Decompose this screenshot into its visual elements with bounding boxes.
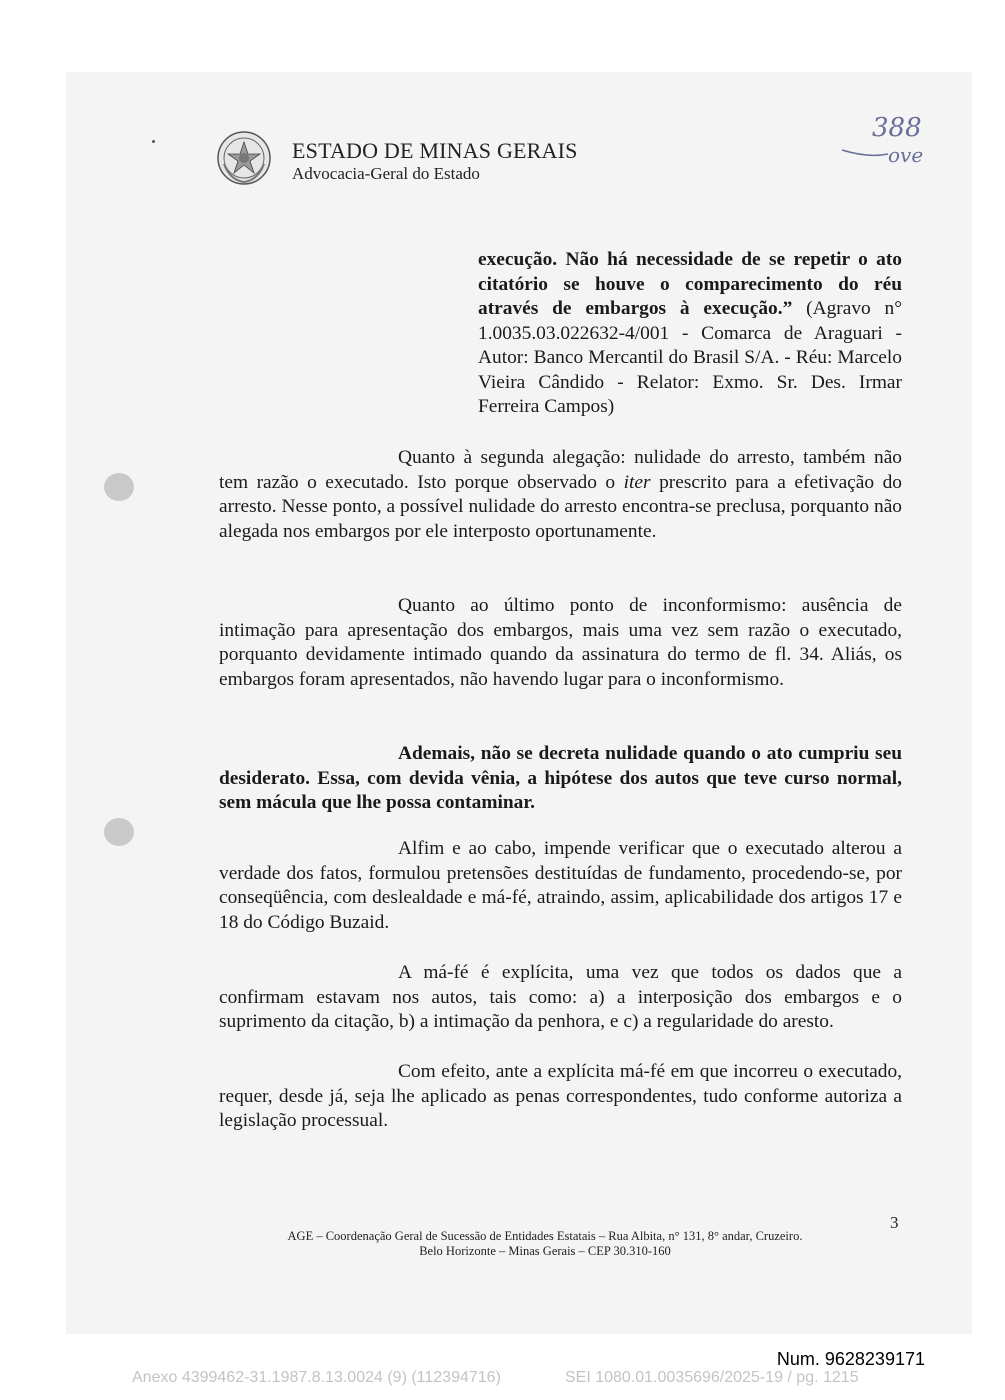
paragraph-5: A má-fé é explícita, uma vez que todos os dados que a confirmam estavam nos autos, tais como: a) a interposição dos embargos e o suprimento da citação, b) a intimação da penhora, e c) a regularidade do aresto. [219, 962, 902, 1032]
header-title: ESTADO DE MINAS GERAIS [292, 138, 578, 163]
paragraph-1-text-a: Quanto à segunda alegação: nulidade do arresto, também não tem razão o executado. Isto porque observado o [219, 447, 902, 493]
scan-speck [152, 140, 155, 143]
punch-hole-bottom [104, 818, 134, 846]
state-seal-icon [216, 130, 272, 186]
paragraph-1-italic: iter [623, 471, 651, 493]
punch-hole-top [104, 473, 134, 501]
paragraph-1 [219, 446, 902, 544]
annex-reference: Anexo 4399462-31.1987.8.13.0024 (9) (112394716) [132, 1369, 501, 1386]
header-subtitle: Advocacia-Geral do Estado [292, 164, 480, 183]
svg-text:388: 388 [872, 113, 922, 143]
quote-bold-text: execução. Não há necessidade de se repetir o ato citatório se houve o comparecimento do réu através de embargos à execução.” [478, 249, 902, 319]
quote-block [478, 248, 902, 420]
page-number: 3 [890, 1213, 899, 1232]
quote-citation: (Agravo n° 1.0035.03.022632-4/001 - Comarca de Araguari - Autor: Banco Mercantil do Brasil S/A. - Réu: Marcelo Vieira Cândido - Relator: Exmo. Sr. Des. Irmar Ferreira Campos) [478, 298, 902, 417]
handwritten-page-annotation [838, 108, 963, 170]
svg-text:ove: ove [888, 143, 924, 167]
sei-page-reference: SEI 1080.01.0035696/2025-19 / pg. 1215 [565, 1369, 859, 1386]
footer-address-line-1: AGE – Coordenação Geral de Sucessão de Entidades Estatais – Rua Albita, n° 131, 8° andar, Cruzeiro. [287, 1229, 803, 1243]
document-number-stamp: Num. 9628239171 [776, 1349, 925, 1369]
paragraph-1-text-b: prescrito para a efetivação do arresto. Nesse ponto, a possível nulidade do arresto encontra-se preclusa, porquanto não alegada nos embargos por ele interposto oportunamente. [219, 471, 902, 542]
paragraph-3-bold: Ademais, não se decreta nulidade quando o ato cumpriu seu desiderato. Essa, com devida vênia, a hipótese dos autos que teve curso normal, sem mácula que lhe possa contaminar. [219, 743, 902, 813]
footer-address-line-2: Belo Horizonte – Minas Gerais – CEP 30.310-160 [419, 1244, 671, 1258]
paragraph-6: Com efeito, ante a explícita má-fé em que incorreu o executado, requer, desde já, seja lhe aplicado as penas correspondentes, tudo conforme autoriza a legislação processual. [219, 1061, 902, 1131]
paragraph-2: Quanto ao último ponto de inconformismo: ausência de intimação para apresentação dos embargos, mais uma vez sem razão o executado, porquanto devidamente intimado quando da assinatura do termo de fl. 34. Aliás, os embargos foram apresentados, não havendo lugar para o inconformismo. [219, 595, 902, 690]
paragraph-4: Alfim e ao cabo, impende verificar que o executado alterou a verdade dos fatos, formulou pretensões destituídas de fundamento, procedendo-se, por conseqüência, com deslealdade e má-fé, atraindo, assim, aplicabilidade dos artigos 17 e 18 do Código Buzaid. [219, 838, 902, 933]
